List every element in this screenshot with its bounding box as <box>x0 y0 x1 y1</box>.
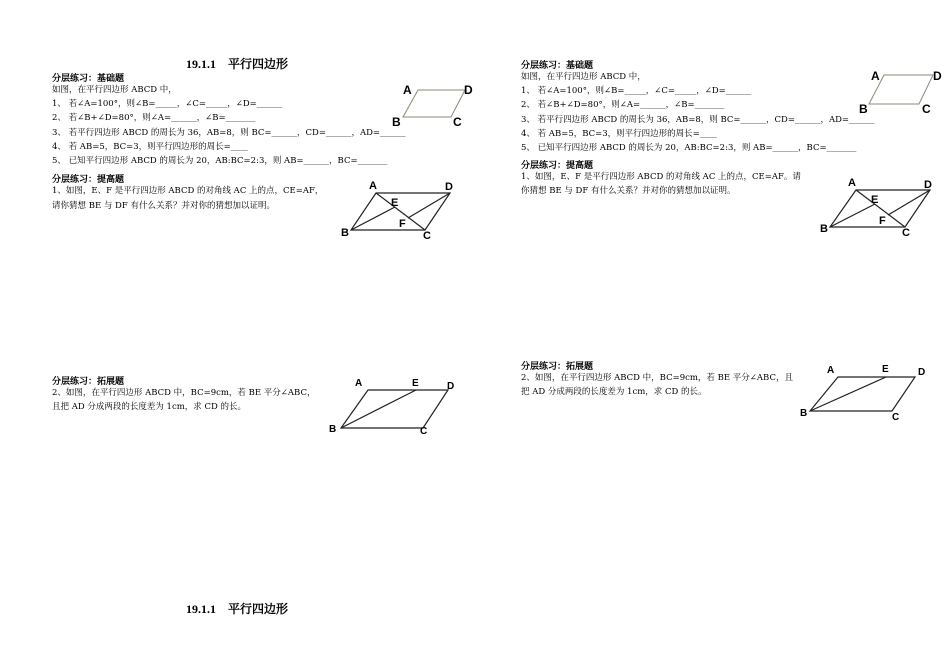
label-d: D <box>445 181 453 193</box>
right-basic-intro: 如图，在平行四边形 ABCD 中， <box>521 72 646 82</box>
left-extend-heading: 分层练习：拓展题 <box>52 377 125 387</box>
parallelogram-shape <box>341 390 448 428</box>
label-b: B <box>859 102 868 116</box>
label-b: B <box>820 223 828 235</box>
label-e: E <box>412 378 419 389</box>
right-extend-heading: 分层练习：拓展题 <box>521 362 594 372</box>
label-d: D <box>933 69 942 83</box>
label-c: C <box>892 412 900 423</box>
left-basic-q4: 4、 若 AB=5，BC=3，则平行四边形的周长=____ <box>52 142 248 152</box>
label-b: B <box>329 424 337 435</box>
label-b: B <box>341 227 349 239</box>
left-basic-q3: 3、 若平行四边形 ABCD 的周长为 36，AB=8，则 BC=______，CD=______，AD=______ <box>52 128 406 138</box>
right-basic-q2: 2、 若∠B+∠D=80°，则∠A=______，∠B=_______ <box>521 100 725 110</box>
left-basic-q2: 2、 若∠B+∠D=80°，则∠A=______，∠B=_______ <box>52 113 256 123</box>
left-improve-heading: 分层练习：提高题 <box>52 175 125 185</box>
label-d: D <box>918 367 926 378</box>
label-a: A <box>848 177 856 189</box>
right-basic-q5: 5、 已知平行四边形 ABCD 的周长为 20，AB:BC=2:3，则 AB=______，BC=_______ <box>521 143 857 153</box>
right-basic-q4: 4、 若 AB=5，BC=3，则平行四边形的周长=____ <box>521 129 717 139</box>
label-c: C <box>453 115 462 129</box>
right-improve-heading: 分层练习：提高题 <box>521 161 594 171</box>
right-diagonal-figure <box>818 176 940 241</box>
left-extend-line2: 且把 AD 分成两段的长度差为 1cm，求 CD 的长。 <box>52 402 247 412</box>
right-parallelogram-figure <box>860 66 945 116</box>
right-basic-q3: 3、 若平行四边形 ABCD 的周长为 36，AB=8，则 BC=______，CD=______，AD=______ <box>521 115 875 125</box>
segment-be <box>351 207 395 230</box>
label-a: A <box>355 378 363 389</box>
left-improve-line1: 1、如图，E、F 是平行四边形 ABCD 的对角线 AC 上的点，CE=AF， <box>52 186 324 196</box>
left-basic-q5: 5、 已知平行四边形 ABCD 的周长为 20，AB:BC=2:3，则 AB=______，BC=_______ <box>52 156 388 166</box>
left-bisector-figure <box>328 376 458 436</box>
left-basic-intro: 如图，在平行四边形 ABCD 中， <box>52 85 177 95</box>
label-f: F <box>879 215 886 227</box>
page-title: 19.1.1 平行四边形 <box>186 57 289 71</box>
segment-be <box>341 390 416 428</box>
segment-df <box>408 193 450 218</box>
segment-df <box>888 190 930 215</box>
label-d: D <box>464 83 473 97</box>
label-b: B <box>392 115 401 129</box>
segment-be <box>830 204 875 227</box>
label-a: A <box>403 83 412 97</box>
left-extend-line1: 2、如图，在平行四边形 ABCD 中，BC=9cm，若 BE 平分∠ABC， <box>52 388 316 398</box>
right-basic-heading: 分层练习：基础题 <box>521 61 594 71</box>
left-basic-q1: 1、 若∠A=100°，则∠B=_____，∠C=_____，∠D=______ <box>52 99 283 109</box>
right-improve-line2: 你猜想 BE 与 DF 有什么关系？并对你的猜想加以证明。 <box>521 186 736 196</box>
right-extend-line1: 2、如图，在平行四边形 ABCD 中，BC=9cm，若 BE 平分∠ABC，且 <box>521 373 793 383</box>
left-parallelogram-figure <box>392 80 480 130</box>
left-diagonal-figure <box>340 178 460 243</box>
segment-be <box>810 377 886 411</box>
page-title-bottom: 19.1.1 平行四边形 <box>186 602 289 616</box>
label-b: B <box>800 408 808 419</box>
label-a: A <box>369 180 377 192</box>
right-basic-q1: 1、 若∠A=100°，则∠B=_____，∠C=_____，∠D=______ <box>521 86 752 96</box>
label-c: C <box>922 102 931 116</box>
label-e: E <box>882 364 889 375</box>
label-c: C <box>902 227 910 239</box>
label-d: D <box>924 179 932 191</box>
left-improve-line2: 请你猜想 BE 与 DF 有什么关系？并对你的猜想加以证明。 <box>52 201 275 211</box>
label-a: A <box>827 365 835 376</box>
label-f: F <box>399 218 406 230</box>
label-d: D <box>447 381 455 392</box>
parallelogram-shape <box>403 90 465 117</box>
parallelogram-shape <box>810 377 915 411</box>
right-extend-line2: 把 AD 分成两段的长度差为 1cm，求 CD 的长。 <box>521 387 707 397</box>
label-e: E <box>391 197 399 209</box>
label-c: C <box>423 230 431 242</box>
right-improve-line1: 1、如图，E、F 是平行四边形 ABCD 的对角线 AC 上的点，CE=AF。请 <box>521 172 801 182</box>
label-c: C <box>420 426 428 437</box>
right-bisector-figure <box>800 362 932 422</box>
left-basic-heading: 分层练习：基础题 <box>52 74 125 84</box>
label-a: A <box>871 69 880 83</box>
label-e: E <box>871 194 879 206</box>
